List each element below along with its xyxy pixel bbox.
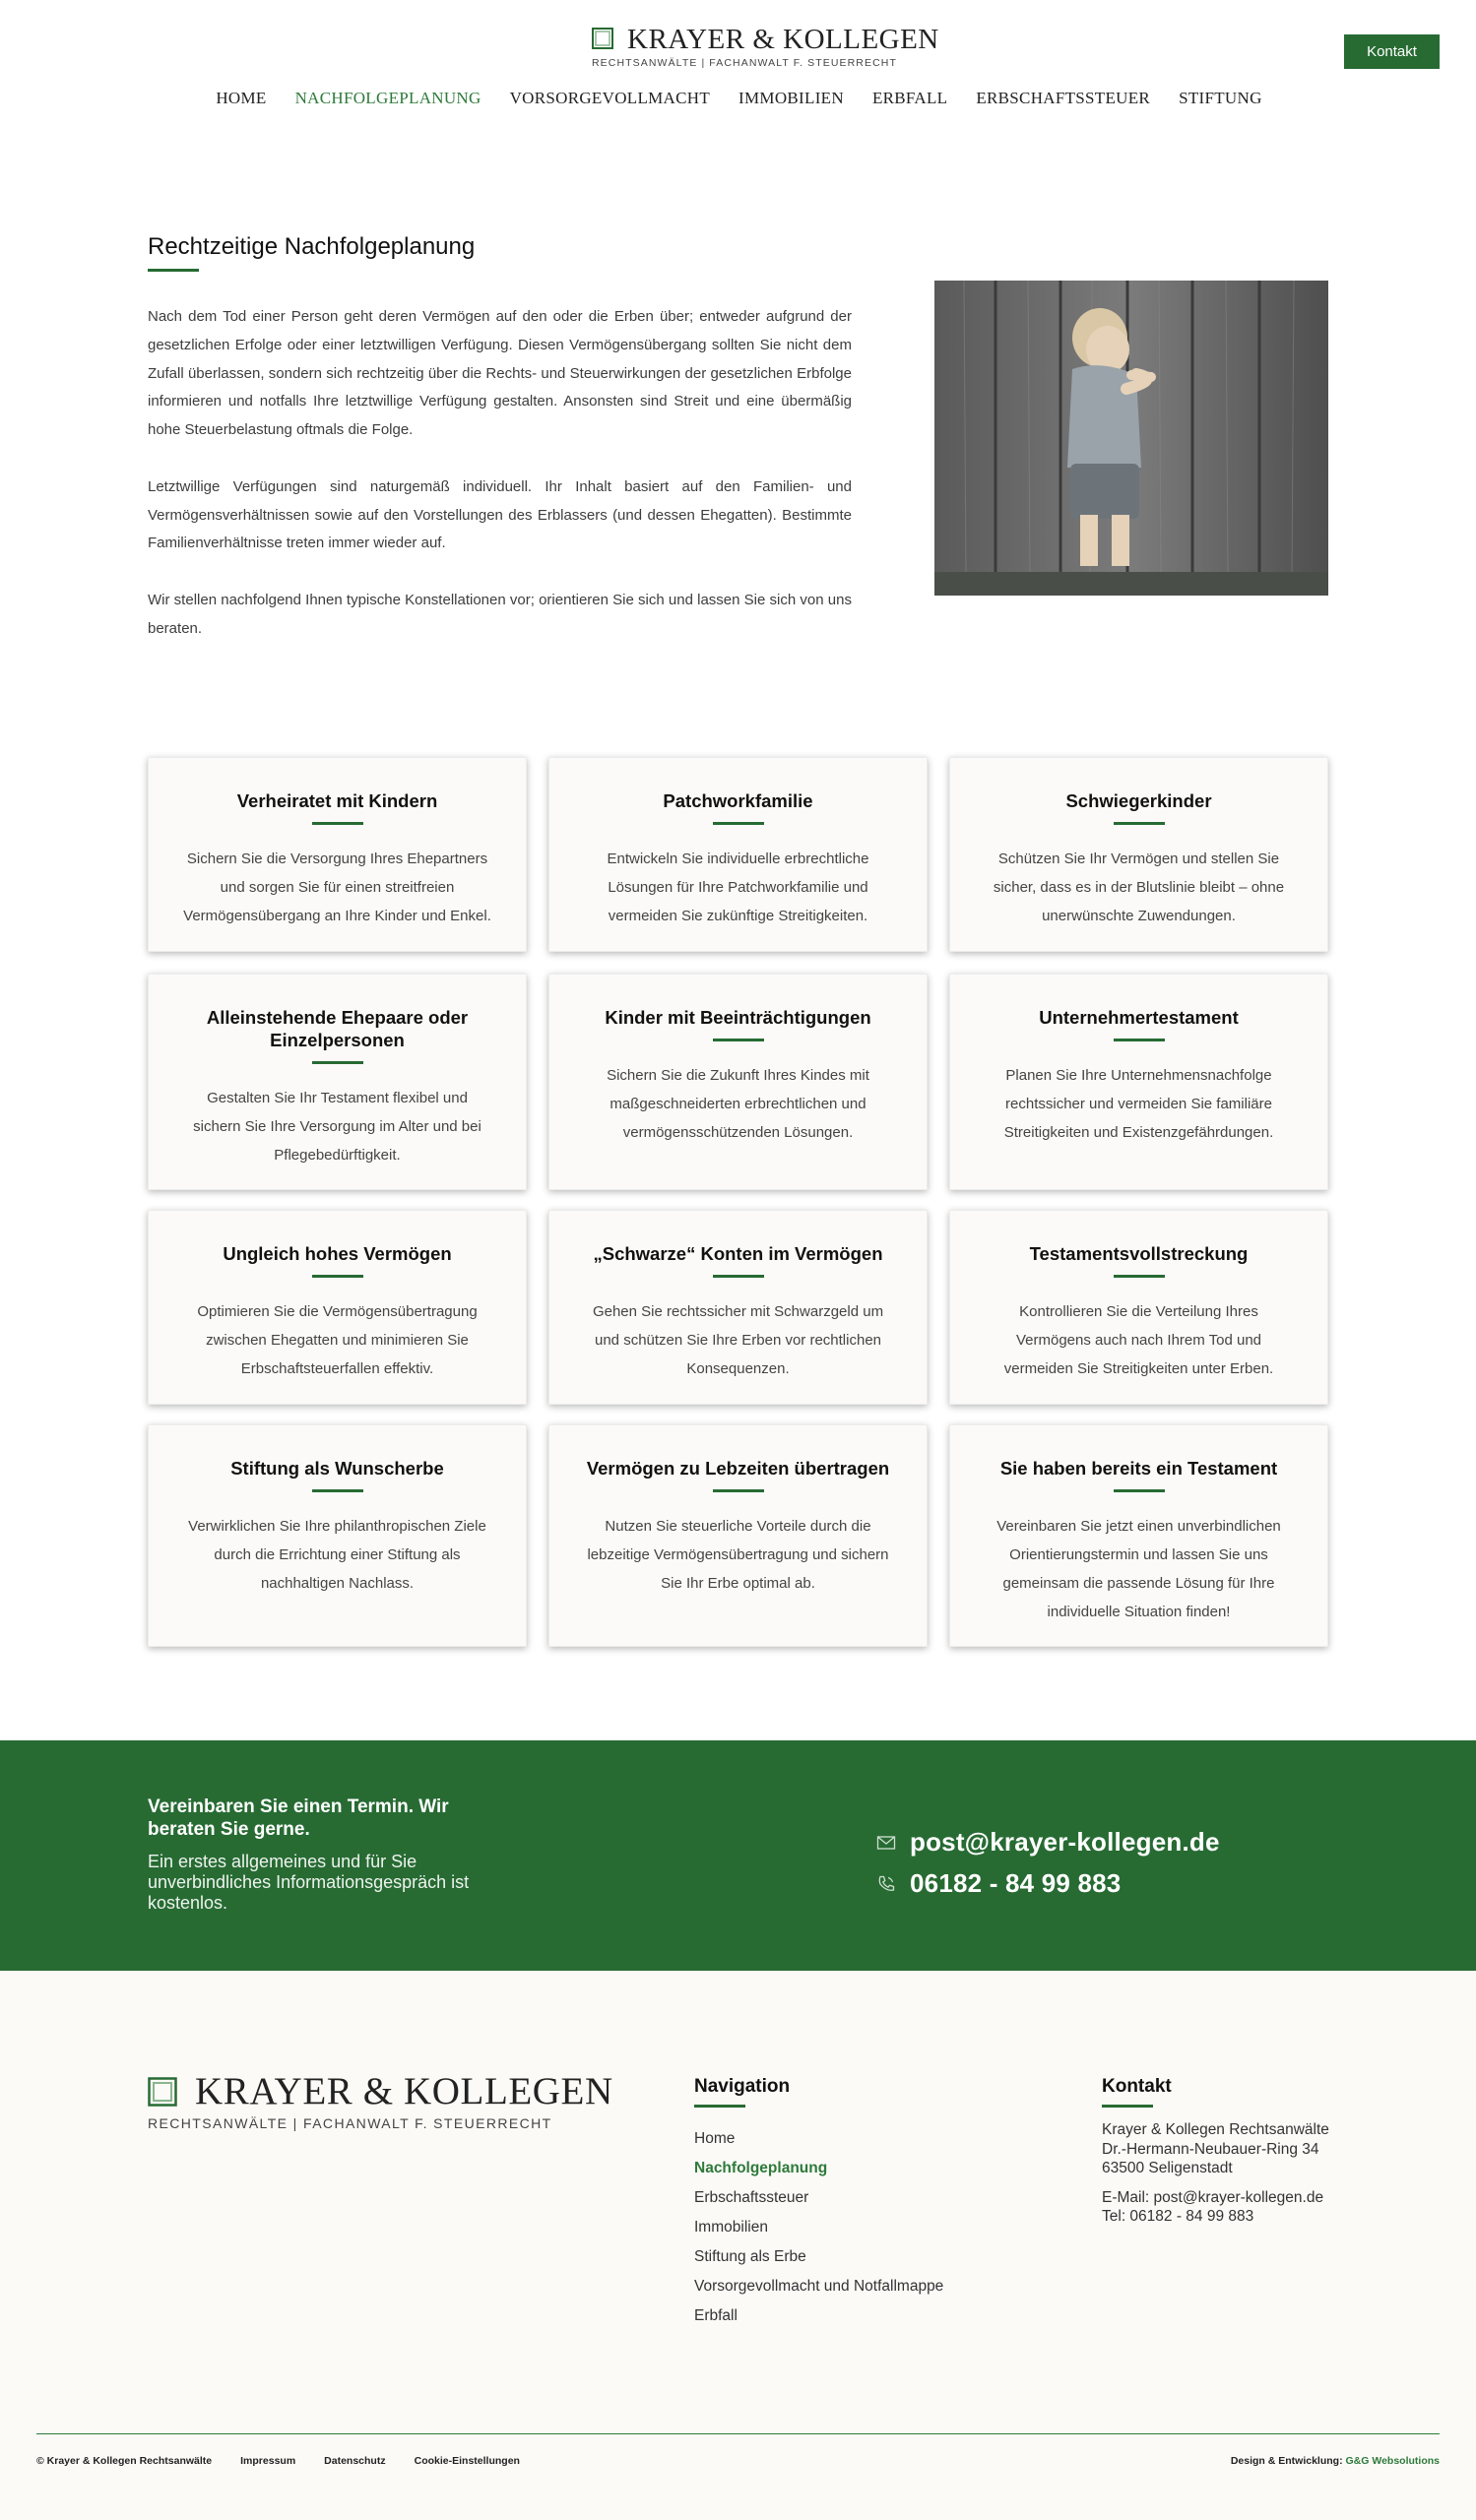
copyright: © Krayer & Kollegen Rechtsanwälte (36, 2455, 213, 2467)
credit-prefix: Design & Entwicklung: (1230, 2455, 1343, 2467)
situation-card[interactable] (949, 974, 1328, 1190)
situation-card[interactable] (148, 1424, 527, 1647)
card-title-underline (713, 1039, 764, 1041)
card-title: Verheiratet mit Kindern (236, 790, 438, 811)
card-title-underline (1114, 1275, 1165, 1278)
card-text: Kontrollieren Sie die Verteilung Ihres Vermögens auch nach Ihrem Tod und vermeiden Sie Streitigkeiten unter Erben. (1003, 1302, 1274, 1377)
nav-item-vorsorgevollmacht[interactable]: VORSORGEVOLLMACHT (509, 89, 711, 107)
footer-nav-link[interactable]: Immobilien (694, 2219, 768, 2236)
contact-email[interactable]: E-Mail: post@krayer-kollegen.de (1102, 2188, 1324, 2206)
card-title: Sie haben bereits ein Testament (999, 1458, 1278, 1479)
contact-address-line: 63500 Seligenstadt (1102, 2160, 1233, 2176)
situation-card[interactable] (148, 757, 527, 952)
phone-link-row[interactable] (876, 1868, 1121, 1899)
situation-card[interactable] (548, 1424, 928, 1647)
card-text: Nutzen Sie steuerliche Vorteile durch die lebzeitige Vermögensübertragung und sichern Sie Ihr Erbe optimal ab. (587, 1517, 889, 1592)
card-title: Schwiegerkinder (1065, 790, 1212, 811)
card-text: Gehen Sie rechtssicher mit Schwarzgeld um und schützen Sie Ihre Erben vor rechtlichen Konsequenzen. (592, 1302, 884, 1377)
card-title-underline (713, 1275, 764, 1278)
card-text: Schützen Sie Ihr Vermögen und stellen Sie sicher, dass es in der Blutslinie bleibt – ohne unerwünschte Zuwendungen. (993, 850, 1285, 924)
photo-illustration (934, 281, 1328, 596)
card-title: Vermögen zu Lebzeiten übertragen (586, 1458, 890, 1479)
footer-contact-details (1102, 2120, 1329, 2227)
appointment-heading: Vereinbaren Sie einen Termin. Wir beraten Sie gerne. (148, 1796, 449, 1840)
card-text: Sichern Sie die Zukunft Ihres Kindes mit maßgeschneiderten erbrechtlichen und vermögensschützenden Lösungen. (607, 1066, 869, 1141)
legal-link[interactable]: Datenschutz (324, 2455, 386, 2467)
main-navigation (0, 89, 1476, 108)
footer-legal-bar (36, 2455, 520, 2467)
nav-item-erbfall[interactable]: ERBFALL (871, 89, 948, 107)
contact-phone[interactable]: Tel: 06182 - 84 99 883 (1102, 2208, 1254, 2225)
child-at-fence-photo (934, 281, 1328, 596)
title-underline (148, 269, 199, 272)
page-title: Rechtzeitige Nachfolgeplanung (148, 233, 476, 260)
card-title-underline (1114, 1039, 1165, 1041)
logo-mark-icon (592, 28, 613, 49)
footer-contact-underline (1102, 2105, 1153, 2108)
footer-logo-mark-icon (148, 2077, 177, 2107)
logo-subtitle: RECHTSANWÄLTE | FACHANWALT F. STEUERRECHT (592, 57, 897, 69)
footer-nav-link[interactable]: Erbfall (694, 2307, 738, 2324)
footer-nav-link[interactable]: Home (694, 2130, 736, 2147)
footer-nav-link[interactable]: Erbschaftssteuer (694, 2189, 809, 2206)
email-link-row[interactable] (876, 1827, 1220, 1858)
situation-card[interactable] (148, 1210, 527, 1405)
card-title: Stiftung als Wunscherbe (230, 1458, 444, 1479)
appointment-banner (0, 1740, 1476, 1971)
credit-link[interactable]: G&G Websolutions (1345, 2455, 1440, 2467)
footer-nav-link[interactable]: Stiftung als Erbe (694, 2248, 806, 2265)
card-title: „Schwarze“ Konten im Vermögen (593, 1243, 883, 1264)
site-logo[interactable] (592, 24, 939, 71)
situation-card[interactable] (949, 1424, 1328, 1647)
nav-item-nachfolgeplanung[interactable]: NACHFOLGEPLANUNG (294, 89, 481, 107)
phone-link[interactable]: 06182 - 84 99 883 (910, 1868, 1122, 1898)
situation-card[interactable] (548, 757, 928, 952)
card-title: Kinder mit Beeinträchtigungen (605, 1007, 871, 1028)
footer-contact-heading: Kontakt (1102, 2076, 1172, 2097)
intro-paragraph: Letztwillige Verfügungen sind naturgemäß individuell. Ihr Inhalt basiert auf den Familien- und Vermögensverhältnissen sowie auf den Vorstellungen des Erblassers (und dessen Ehegatten). Bestimmte Familienverhältnisse treten immer wieder auf. (148, 477, 852, 552)
footer-navigation (694, 2124, 943, 2331)
situation-card[interactable] (949, 1210, 1328, 1405)
contact-address-line: Krayer & Kollegen Rechtsanwälte (1102, 2121, 1329, 2138)
card-title-underline (1114, 822, 1165, 825)
card-text: Vereinbaren Sie jetzt einen unverbindlichen Orientierungstermin und lassen Sie uns gemeinsam die passende Lösung für Ihre individuelle Situation finden! (996, 1517, 1281, 1620)
nav-item-erbschaftssteuer[interactable]: ERBSCHAFTSSTEUER (976, 89, 1151, 107)
phone-icon (876, 1874, 896, 1894)
logo-name: KRAYER & KOLLEGEN (627, 24, 939, 55)
card-title: Testamentsvollstreckung (1029, 1243, 1249, 1264)
email-link[interactable]: post@krayer-kollegen.de (910, 1827, 1220, 1857)
card-title: Alleinstehende Ehepaare oder Einzelpersonen (206, 1007, 469, 1050)
card-title: Unternehmertestament (1039, 1007, 1239, 1028)
legal-link[interactable]: Impressum (240, 2455, 296, 2467)
card-title-underline (312, 1061, 363, 1064)
situation-card[interactable] (148, 974, 527, 1190)
design-credit (1231, 2455, 1440, 2467)
card-text: Entwickeln Sie individuelle erbrechtliche Lösungen für Ihre Patchworkfamilie und vermeiden Sie zukünftige Streitigkeiten. (607, 850, 869, 924)
legal-link[interactable]: Cookie-Einstellungen (414, 2455, 520, 2467)
intro-paragraph: Wir stellen nachfolgend Ihnen typische Konstellationen vor; orientieren Sie sich und lassen Sie sich von uns beraten. (148, 591, 852, 637)
appointment-text: Ein erstes allgemeines und für Sie unverbindliches Informationsgespräch ist kostenlos. (148, 1852, 470, 1913)
contact-button[interactable]: Kontakt (1344, 34, 1440, 69)
footer-nav-link[interactable]: Nachfolgeplanung (694, 2160, 828, 2176)
card-title-underline (312, 822, 363, 825)
contact-address-line: Dr.-Hermann-Neubauer-Ring 34 (1102, 2140, 1319, 2158)
situation-card[interactable] (548, 974, 928, 1190)
footer-nav-link[interactable]: Vorsorgevollmacht und Notfallmappe (694, 2278, 944, 2295)
intro-text (148, 303, 852, 671)
card-title: Ungleich hohes Vermögen (223, 1243, 452, 1264)
mail-icon (876, 1833, 896, 1853)
card-title-underline (713, 822, 764, 825)
card-text: Gestalten Sie Ihr Testament flexibel und sichern Sie Ihre Versorgung im Alter und bei Pflegebedürftigkeit. (193, 1089, 481, 1164)
nav-item-immobilien[interactable]: IMMOBILIEN (738, 89, 844, 107)
card-title-underline (713, 1489, 764, 1492)
card-text: Planen Sie Ihre Unternehmensnachfolge rechtssicher und vermeiden Sie familiäre Streitigkeiten und Existenzgefährdungen. (1003, 1066, 1274, 1141)
footer-logo-subtitle: RECHTSANWÄLTE | FACHANWALT F. STEUERRECHT (148, 2115, 552, 2131)
footer-logo-name: KRAYER & KOLLEGEN (195, 2070, 613, 2112)
intro-paragraph: Nach dem Tod einer Person geht deren Vermögen auf den oder die Erben über; entweder aufgrund der gesetzlichen Erfolge oder einer letztwilligen Verfügung. Diesen Vermögensübergang sollten Sie nicht dem Zufall überlassen, sondern sich rechtzeitig über die Rechts- und Steuerwirkungen der gesetzlichen Erbfolge informieren und notfalls Ihre letztwillige Verfügung gestalten. Ansonsten sind Streit und eine übermäßig hohe Steuerbelastung oftmals die Folge. (148, 308, 852, 439)
card-text: Sichern Sie die Versorgung Ihres Ehepartners und sorgen Sie für einen streitfreien Vermögensübergang an Ihre Kinder und Enkel. (183, 850, 491, 924)
card-title-underline (312, 1275, 363, 1278)
nav-item-stiftung[interactable]: STIFTUNG (1179, 89, 1262, 107)
card-title-underline (1114, 1489, 1165, 1492)
situation-card[interactable] (548, 1210, 928, 1405)
footer-nav-underline (694, 2105, 745, 2108)
contact-spacer (1102, 2178, 1329, 2188)
card-title: Patchworkfamilie (663, 790, 813, 811)
site-footer (0, 1971, 1476, 2520)
card-text: Optimieren Sie die Vermögensübertragung zwischen Ehegatten und minimieren Sie Erbschaftsteuerfallen effektiv. (197, 1302, 478, 1377)
site-header (0, 0, 1476, 128)
footer-divider (36, 2433, 1440, 2434)
situation-card[interactable] (949, 757, 1328, 952)
footer-nav-heading: Navigation (694, 2076, 791, 2097)
card-title-underline (312, 1489, 363, 1492)
nav-item-home[interactable]: HOME (216, 89, 267, 107)
footer-logo[interactable] (148, 2070, 613, 2136)
card-text: Verwirklichen Sie Ihre philanthropischen Ziele durch die Errichtung einer Stiftung als nachhaltigen Nachlass. (188, 1517, 486, 1592)
